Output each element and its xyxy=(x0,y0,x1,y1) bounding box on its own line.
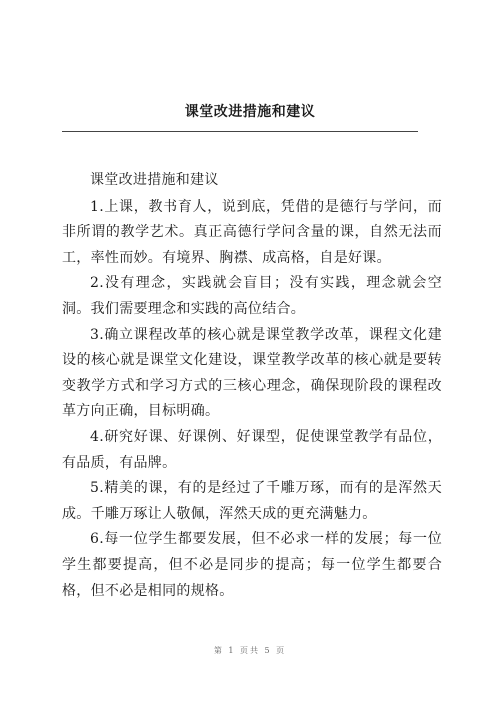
title-divider xyxy=(62,131,418,132)
page-footer: 第 1 页共 5 页 xyxy=(213,646,287,655)
document-body xyxy=(62,168,442,604)
paragraph-6: 6.每一位学生都要发展，但不必求一样的发展；每一位学生都要提高，但不必是同步的提高；每一位学生都要合格，但不必是相同的规格。 xyxy=(62,531,442,599)
paragraph-5: 5.精美的课，有的是经过了千雕万琢，而有的是浑然天成。千雕万琢让人敬佩，浑然天成的更充满魅力。 xyxy=(62,480,442,522)
paragraph-1: 1.上课，教书育人，说到底，凭借的是德行与学问，而非所谓的教学艺术。真正高德行学问含量的课，自然无法而工，率性而妙。有境界、胸襟、成高格，自是好课。 xyxy=(62,198,442,266)
paragraph-2: 2.没有理念，实践就会盲目；没有实践，理念就会空洞。我们需要理念和实践的高位结合。 xyxy=(62,275,442,317)
section-heading: 课堂改进措施和建议 xyxy=(90,172,219,188)
paragraph-3: 3.确立课程改革的核心就是课堂教学改革，课程文化建设的核心就是课堂文化建设，课堂教学改革的核心就是要转变教学方式和学习方式的三核心理念，确保现阶段的课程改革方向正确，目标明确。 xyxy=(62,326,442,420)
document-title: 课堂改进措施和建议 xyxy=(184,104,316,120)
paragraph-4: 4.研究好课、好课例、好课型，促使课堂教学有品位，有品质，有品牌。 xyxy=(62,428,442,471)
